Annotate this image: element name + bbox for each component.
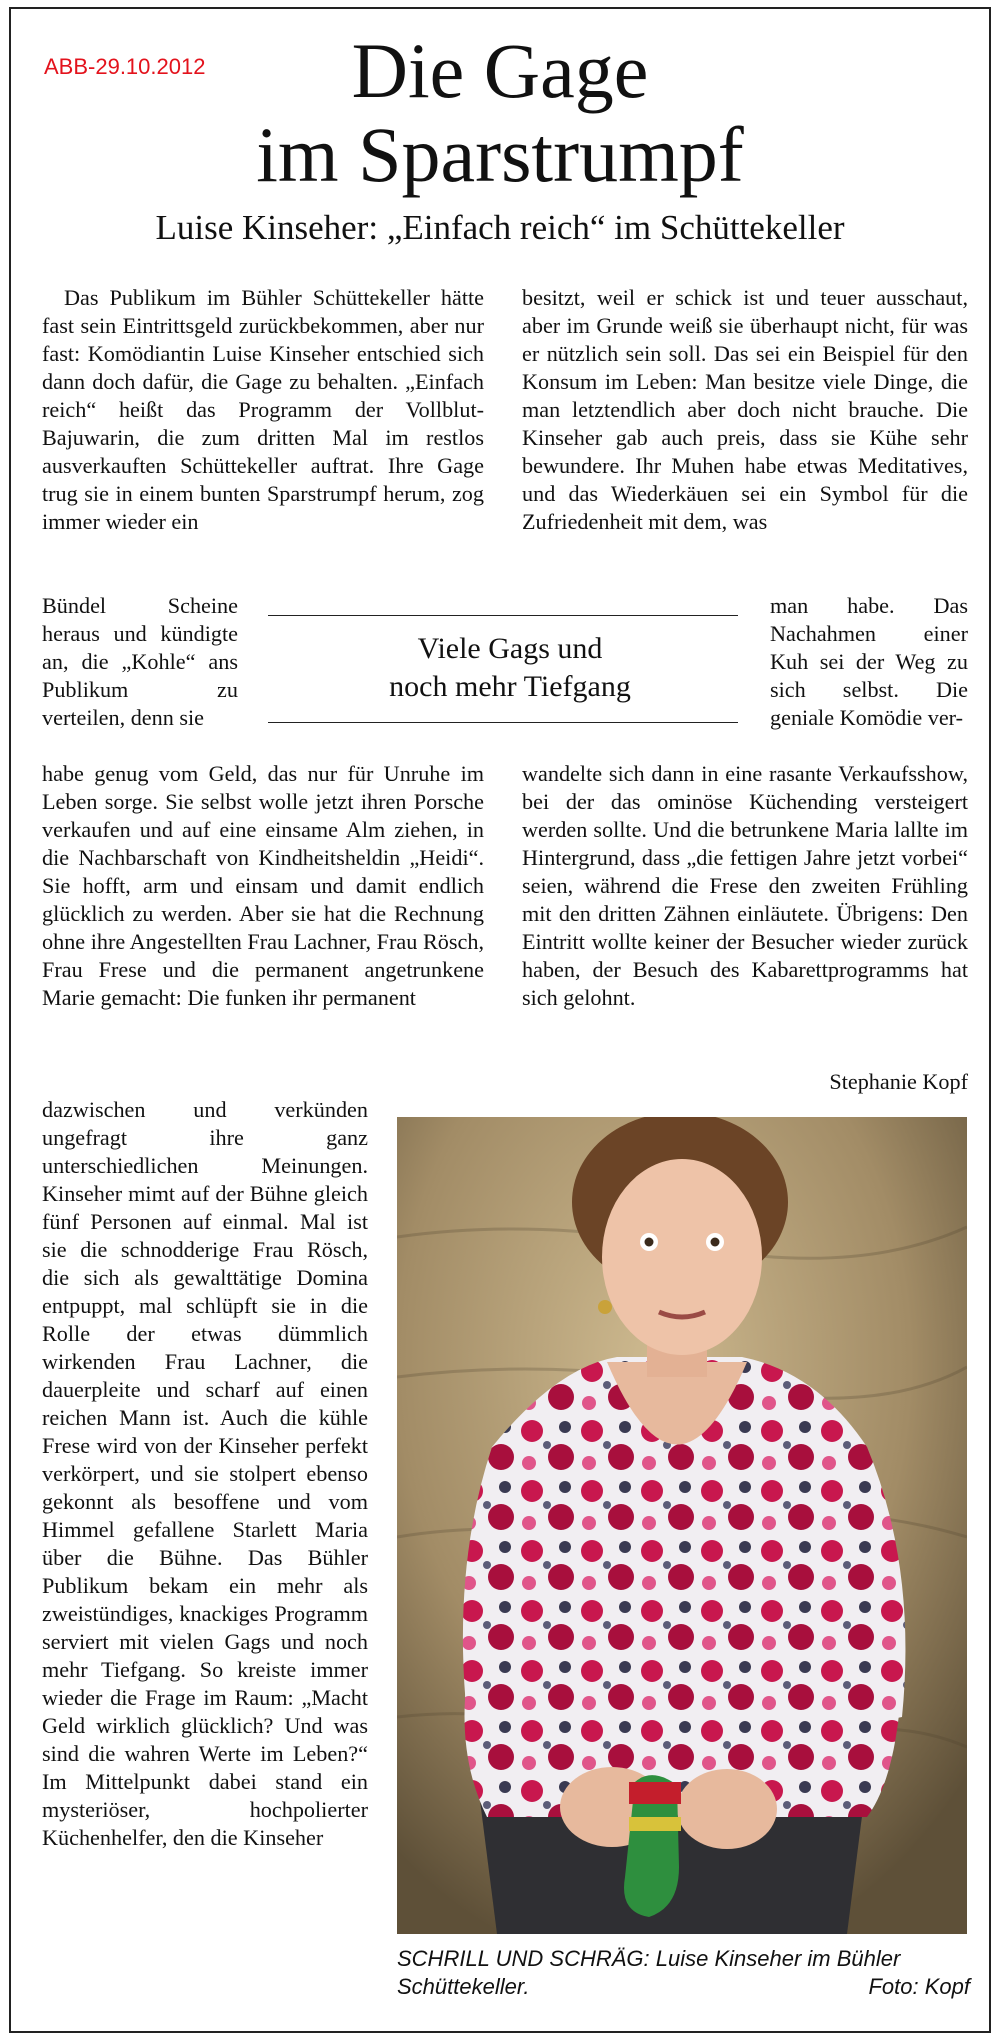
pullquote-line-1: Viele Gags und xyxy=(417,632,603,665)
article-text-col1-bottom: dazwischen und verkünden ungefragt ihre ganz unterschiedlichen Meinungen. Kinseher mimt auf der Bühne gleich fünf Personen auf einmal. Mal ist sie die schnodderige Frau Rösch, die sich als gewalttätige Domina entpuppt, mal schlüpft sie in die Rolle der etwas dümmlich wirkenden Frau Lachner, die dauerpleite und scharf auf einen reichen Mann ist. Auch die kühle Frese wird von der Kinseher perfekt verkörpert, und sie stolpert ebenso gekonnt als besoffene und vom Himmel gefallene Starlett Maria über die Bühne. Das Bühler Publikum bekam ein mehr als zweistündiges, knackiges Programm serviert mit vielen Gags und noch mehr Tiefgang. So kreiste immer wieder die Frage im Raum: „Macht Geld wirklich glücklich? Und was sind die wahren Werte im Leben?“ Im Mittelpunkt dabei stand ein mysteriöser, hochpolierter Küchenhelfer, den die Kinseher xyxy=(42,1097,368,1850)
pullquote-rule-bottom xyxy=(268,722,738,723)
photo-caption xyxy=(397,1945,970,2001)
article-text-col1-top: Das Publikum im Bühler Schüttekeller hätte fast sein Eintrittsgeld zurückbekommen, aber nur fast: Komödiantin Luise Kinseher entschied sich dann doch dafür, die Gage zu behalten. „Einfach reich“ heißt das Programm der Vollblut-Bajuwarin, die zum dritten Mal im restlos ausverkauften Schüttekeller auftrat. Ihre Gage trug sie in einem bunten Sparstrumpf herum, zog immer wieder ein xyxy=(42,285,484,534)
pullquote-rule-top xyxy=(268,615,738,616)
pullquote-line-2: noch mehr Tiefgang xyxy=(389,670,631,703)
article-text-col1-mid: habe genug vom Geld, das nur für Unruhe im Leben sorge. Sie selbst wolle jetzt ihren Porsche verkaufen und auf eine einsame Alm ziehen, in die Nachbarschaft von Kindheitsheldin „Heidi“. Sie hofft, arm und einsam und damit endlich glücklich zu werden. Aber sie hat die Rechnung ohne ihre Angestellten Frau Lachner, Frau Rösch, Frau Frese und die permanent angetrunkene Marie gemacht: Die funken ihr permanent xyxy=(42,761,484,1010)
subheadline: Luise Kinseher: „Einfach reich“ im Schüttekeller xyxy=(155,208,845,247)
headline-line-1: Die Gage xyxy=(351,27,649,114)
performer-photo xyxy=(397,1117,967,1934)
caption-text: SCHRILL UND SCHRÄG: Luise Kinseher im Bühler Schüttekeller. xyxy=(397,1946,901,1999)
archive-date-stamp: ABB-29.10.2012 xyxy=(44,54,206,79)
article-text-col2-narrow: man habe. Das Nachahmen einer Kuh sei der Weg zu sich selbst. Die geniale Komödie ver- xyxy=(770,593,968,730)
photo-credit: Foto: Kopf xyxy=(868,1974,970,1999)
headline-line-2: im Sparstrumpf xyxy=(256,111,744,198)
article-text-col2-top: besitzt, weil er schick ist und teuer ausschaut, aber im Grunde weiß sie überhaupt nicht, für was er nützlich sein soll. Das sei ein Beispiel für den Konsum im Leben: Man besitze viele Dinge, die man letztendlich aber doch nicht brauche. Die Kinseher gab auch preis, dass sie Kühe sehr bewundere. Ihr Muhen habe etwas Meditatives, und das Wiederkäuen sei ein Symbol für die Zufriedenheit mit dem, was xyxy=(522,285,968,534)
author-byline: Stephanie Kopf xyxy=(829,1069,968,1094)
pullquote xyxy=(280,630,740,706)
article-text-col1-narrow: Bündel Scheine heraus und kündigte an, die „Kohle“ ans Publikum zu verteilen, denn sie xyxy=(42,593,238,730)
article-text-col2-bottom: wandelte sich dann in eine rasante Verkaufsshow, bei der das ominöse Küchending versteigert werden sollte. Und die betrunkene Maria lallte im Hintergrund, dass „die fettigen Jahre jetzt vorbei“ seien, während die Frese den zweiten Frühling mit den dritten Zähnen einläutete. Übrigens: Den Eintritt wollte keiner der Besucher wieder zurück haben, der Besuch des Kabarettprogramms hat sich gelohnt. xyxy=(522,761,968,1010)
